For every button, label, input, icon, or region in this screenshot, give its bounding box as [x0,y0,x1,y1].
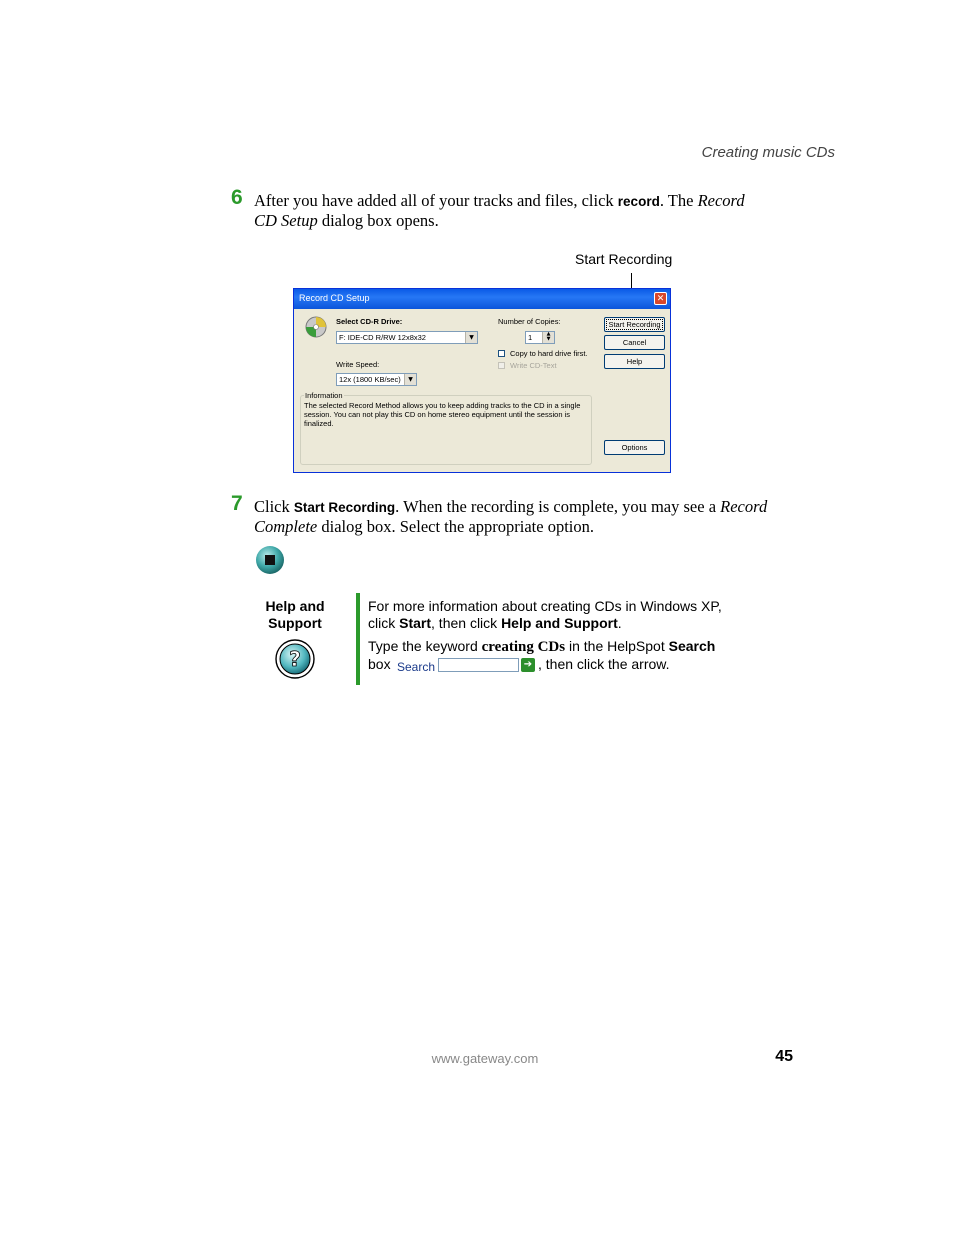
step-7-text-a: Click [254,497,294,516]
copies-value: 1 [528,333,533,342]
help-heading-line-1: Help and [265,598,325,614]
step-6-text-c: dialog box opens. [317,211,439,230]
help-paragraph-2 [368,638,748,656]
copies-stepper[interactable] [525,331,555,344]
help-paragraph-1 [368,598,748,632]
step-6-text [254,191,794,230]
help-button[interactable]: Help [604,354,665,369]
step-7-text-c: dialog box. Select the appropriate option. [317,517,595,536]
copy-to-hard-drive-label: Copy to hard drive first. [510,349,588,358]
chevron-down-icon[interactable]: ▼ [465,332,477,343]
start-recording-callout: Start Recording [575,251,673,267]
spin-arrows-icon[interactable]: ▲ ▼ [542,332,554,343]
copy-to-hard-drive-checkbox[interactable] [498,350,505,357]
step-number-6: 6 [231,186,243,209]
chevron-down-icon[interactable]: ▼ [404,374,416,385]
stop-icon [255,545,285,575]
write-cd-text-label: Write CD-Text [510,361,557,370]
help-heading-line-2: Support [268,615,322,631]
step-7-text-b: . When the recording is complete, you may see a [395,497,721,516]
help-p2-a: Type the keyword [368,638,482,654]
write-speed-value: 12x (1800 KB/sec) [339,375,401,384]
help-p1-c: , then click [431,615,502,631]
dialog-name-part1: Record [697,191,745,210]
start-recording-button[interactable]: Start Recording [604,317,665,332]
step-7-text [254,497,794,536]
complete-dialog-part2: Complete [254,517,318,536]
help-p1-b: click [368,615,400,631]
options-button[interactable]: Options [604,440,665,455]
start-term: Start [399,615,432,631]
drive-label: Select CD-R Drive: [336,317,403,326]
step-number-7: 7 [231,492,243,515]
help-p1-d: . [617,615,622,631]
drive-select[interactable] [336,331,478,344]
svg-text:?: ? [289,647,301,671]
drive-value: F: IDE-CD R/RW 12x8x32 [339,333,426,342]
footer-url: www.gateway.com [431,1051,539,1066]
close-icon[interactable]: ✕ [654,292,667,305]
dialog-name-part2: CD Setup [254,211,318,230]
complete-dialog-part1: Record [720,497,768,516]
cancel-button[interactable]: Cancel [604,335,665,350]
help-p2-box-word: box [368,656,391,672]
search-term: Search [668,638,716,654]
help-and-support-term: Help and Support [501,615,618,631]
dialog-title: Record CD Setup [299,293,370,303]
search-label: Search [397,660,436,674]
running-head: Creating music CDs [701,144,835,161]
information-text: The selected Record Method allows you to keep adding tracks to the CD in a single session. You can not play this CD on home stereo equipment until the session is finalized. [304,401,581,428]
step-6-text-a: After you have added all of your tracks and files, click [254,191,618,210]
write-cd-text-checkbox[interactable] [498,362,505,369]
page-number: 45 [775,1048,793,1065]
information-label: Information [305,391,343,400]
start-recording-term: Start Recording [293,500,396,515]
record-cd-setup-dialog [293,288,671,473]
keyword-term: creating CDs [481,639,566,655]
arrow-right-icon[interactable]: ➔ [521,658,535,672]
search-input[interactable] [438,658,519,672]
help-p2-b: in the HelpSpot [565,638,669,654]
help-question-icon [275,639,315,679]
write-speed-label: Write Speed: [336,360,380,369]
record-term: record [617,194,660,209]
copies-label: Number of Copies: [498,317,561,326]
help-p2-c: , then click the arrow. [538,656,670,672]
cd-drive-icon [305,316,327,338]
step-6-text-b: . The [659,191,698,210]
help-divider-bar [356,593,360,685]
write-speed-select[interactable] [336,373,417,386]
help-and-support-heading [256,598,334,632]
help-p1-a: For more information about creating CDs in Windows XP, [368,598,722,614]
